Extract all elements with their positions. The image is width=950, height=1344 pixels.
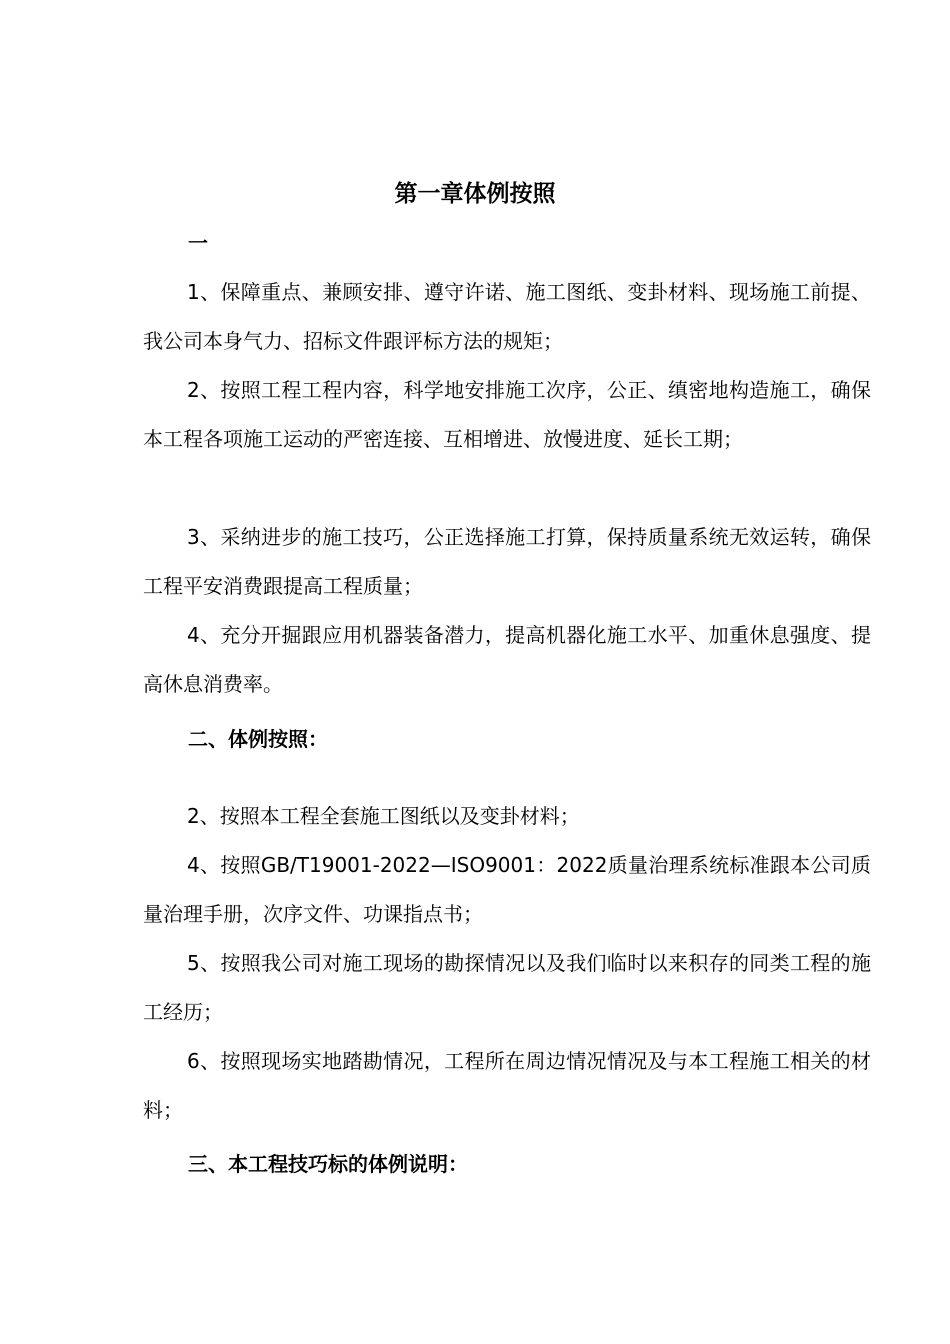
section-2-item-2: 4、按照GB/T19001-2022—ISO9001：2022质量治理系统标准跟本公司质量治理手册，次序文件、功课指点书； (143, 853, 871, 926)
section-1-heading: 一 (188, 231, 208, 255)
section-1-item-2: 2、按照工程工程内容，科学地安排施工次序，公正、缜密地构造施工，确保本工程各项施工运动的严密连接、互相增进、放慢进度、延长工期； (143, 378, 871, 451)
section-3-heading: 三、本工程技巧标的体例说明： (188, 1152, 468, 1176)
chapter-title: 第一章体例按照 (394, 181, 556, 207)
section-1-item-3: 3、采纳进步的施工技巧，公正选择施工打算，保持质量系统无效运转，确保工程平安消费跟提高工程质量； (143, 525, 871, 598)
section-2-heading: 二、体例按照： (188, 727, 328, 751)
section-2-item-4: 6、按照现场实地踏勘情况，工程所在周边情况情况及与本工程施工相关的材料； (143, 1049, 871, 1122)
section-1-item-4: 4、充分开掘跟应用机器装备潜力，提高机器化施工水平、加重休息强度、提高休息消费率。 (143, 623, 871, 696)
section-2-item-3: 5、按照我公司对施工现场的勘探情况以及我们临时以来积存的同类工程的施工经历； (143, 951, 871, 1024)
section-2-item-1: 2、按照本工程全套施工图纸以及变卦材料； (187, 804, 580, 828)
section-1-item-1: 1、保障重点、兼顾安排、遵守许诺、施工图纸、变卦材料、现场施工前提、我公司本身气力、招标文件跟评标方法的规矩； (143, 280, 871, 353)
